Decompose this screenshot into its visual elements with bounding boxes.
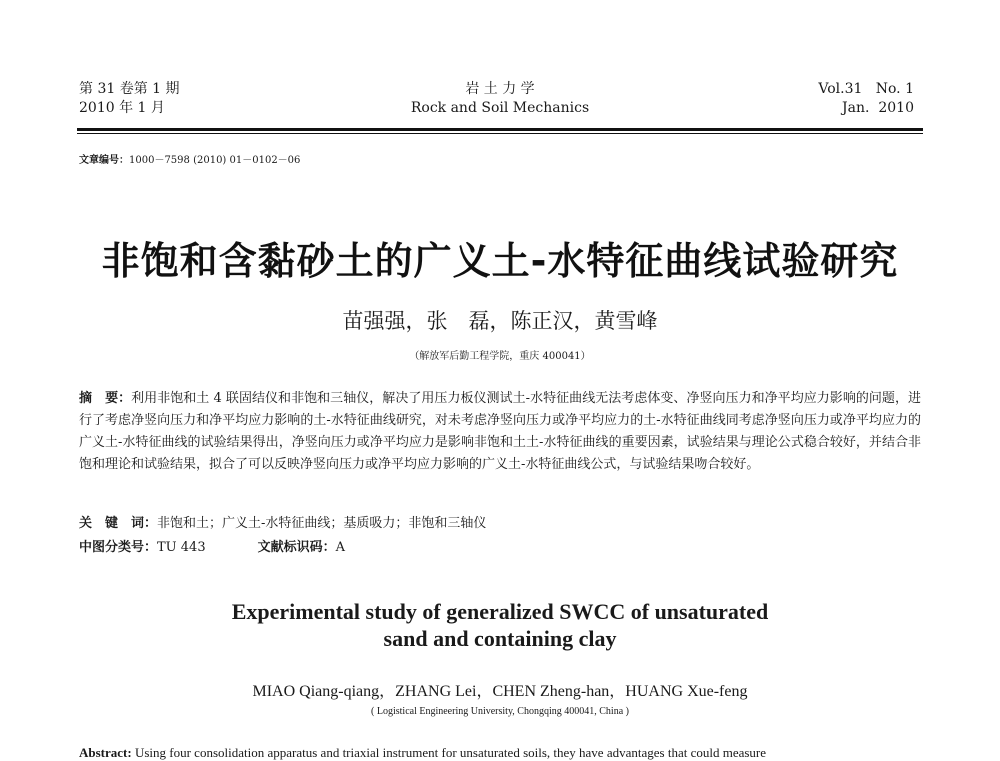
journal-name-en: Rock and Soil Mechanics	[410, 100, 590, 116]
header-rule-thin	[77, 133, 923, 134]
doc-code-value: A	[335, 540, 345, 555]
abstract-en-text: Using four consolidation apparatus and triaxial instrument for unsaturated soils, they have advantages that could measure	[134, 745, 767, 760]
keywords-cn-text: 非饱和土；广义土-水特征曲线；基质吸力；非饱和三轴仪	[157, 516, 487, 531]
title-en	[0, 598, 1000, 652]
article-number-label: 文章编号：	[79, 155, 129, 166]
doc-code-label: 文献标识码：	[257, 540, 336, 555]
header-right	[818, 80, 914, 118]
abstract-en	[79, 745, 929, 761]
authors-en: MIAO Qiang-qiang，ZHANG Lei，CHEN Zheng-han，HUANG Xue-feng	[252, 683, 748, 700]
journal-name-cn: 岩 土 力 学	[465, 81, 535, 97]
classification-line	[79, 536, 345, 555]
header-rule-thick	[77, 128, 923, 131]
title-en-line2: sand and containing clay	[383, 626, 617, 651]
abstract-cn-label: 摘 要：	[79, 391, 132, 406]
abstract-cn	[79, 388, 921, 476]
keywords-cn	[79, 512, 486, 531]
affiliation-en: ( Logistical Engineering University, Chongqing 400041, China )	[371, 706, 629, 717]
title-cn: 非饱和含黏砂土的广义土-水特征曲线试验研究	[101, 239, 899, 283]
affiliation-cn: （解放军后勤工程学院，重庆 400041）	[409, 351, 591, 362]
date-cn: 2010 年 1 月	[79, 100, 165, 116]
authors-cn: 苗强强，张 磊，陈正汉，黄雪峰	[342, 309, 658, 333]
article-number	[79, 151, 300, 166]
volume-issue-en: Vol.31 No. 1	[818, 81, 914, 97]
clc-value: TU 443	[157, 540, 206, 555]
title-en-line1: Experimental study of generalized SWCC of unsaturated	[231, 599, 769, 624]
date-en: Jan. 2010	[842, 100, 914, 116]
abstract-cn-text: 利用非饱和土 4 联固结仪和非饱和三轴仪，解决了用压力板仪测试土-水特征曲线无法考虑体变、净竖向压力和净平均应力影响的问题，进行了考虑净竖向压力和净平均应力影响的土-水特征曲线研究，对未考虑净竖向压力或净平均应力的土-水特征曲线同考虑净竖向压力或净平均应力的广义土-水特征曲线的试验结果得出，净竖向压力或净平均应力是影响非饱和土土-水特征曲线的重要因素，试验结果与理论公式稳合较好，并结合非饱和理论和试验结果，拟合了可以反映净竖向压力或净平均应力影响的广义土-水特征曲线公式，与试验结果吻合较好。	[79, 391, 921, 472]
article-number-value: 1000－7598 (2010) 01－0102－06	[129, 155, 301, 166]
keywords-cn-label: 关 键 词：	[79, 516, 158, 531]
abstract-en-label: Abstract:	[79, 745, 132, 760]
clc-label: 中图分类号：	[79, 540, 158, 555]
volume-issue-cn: 第 31 卷第 1 期	[79, 81, 180, 97]
